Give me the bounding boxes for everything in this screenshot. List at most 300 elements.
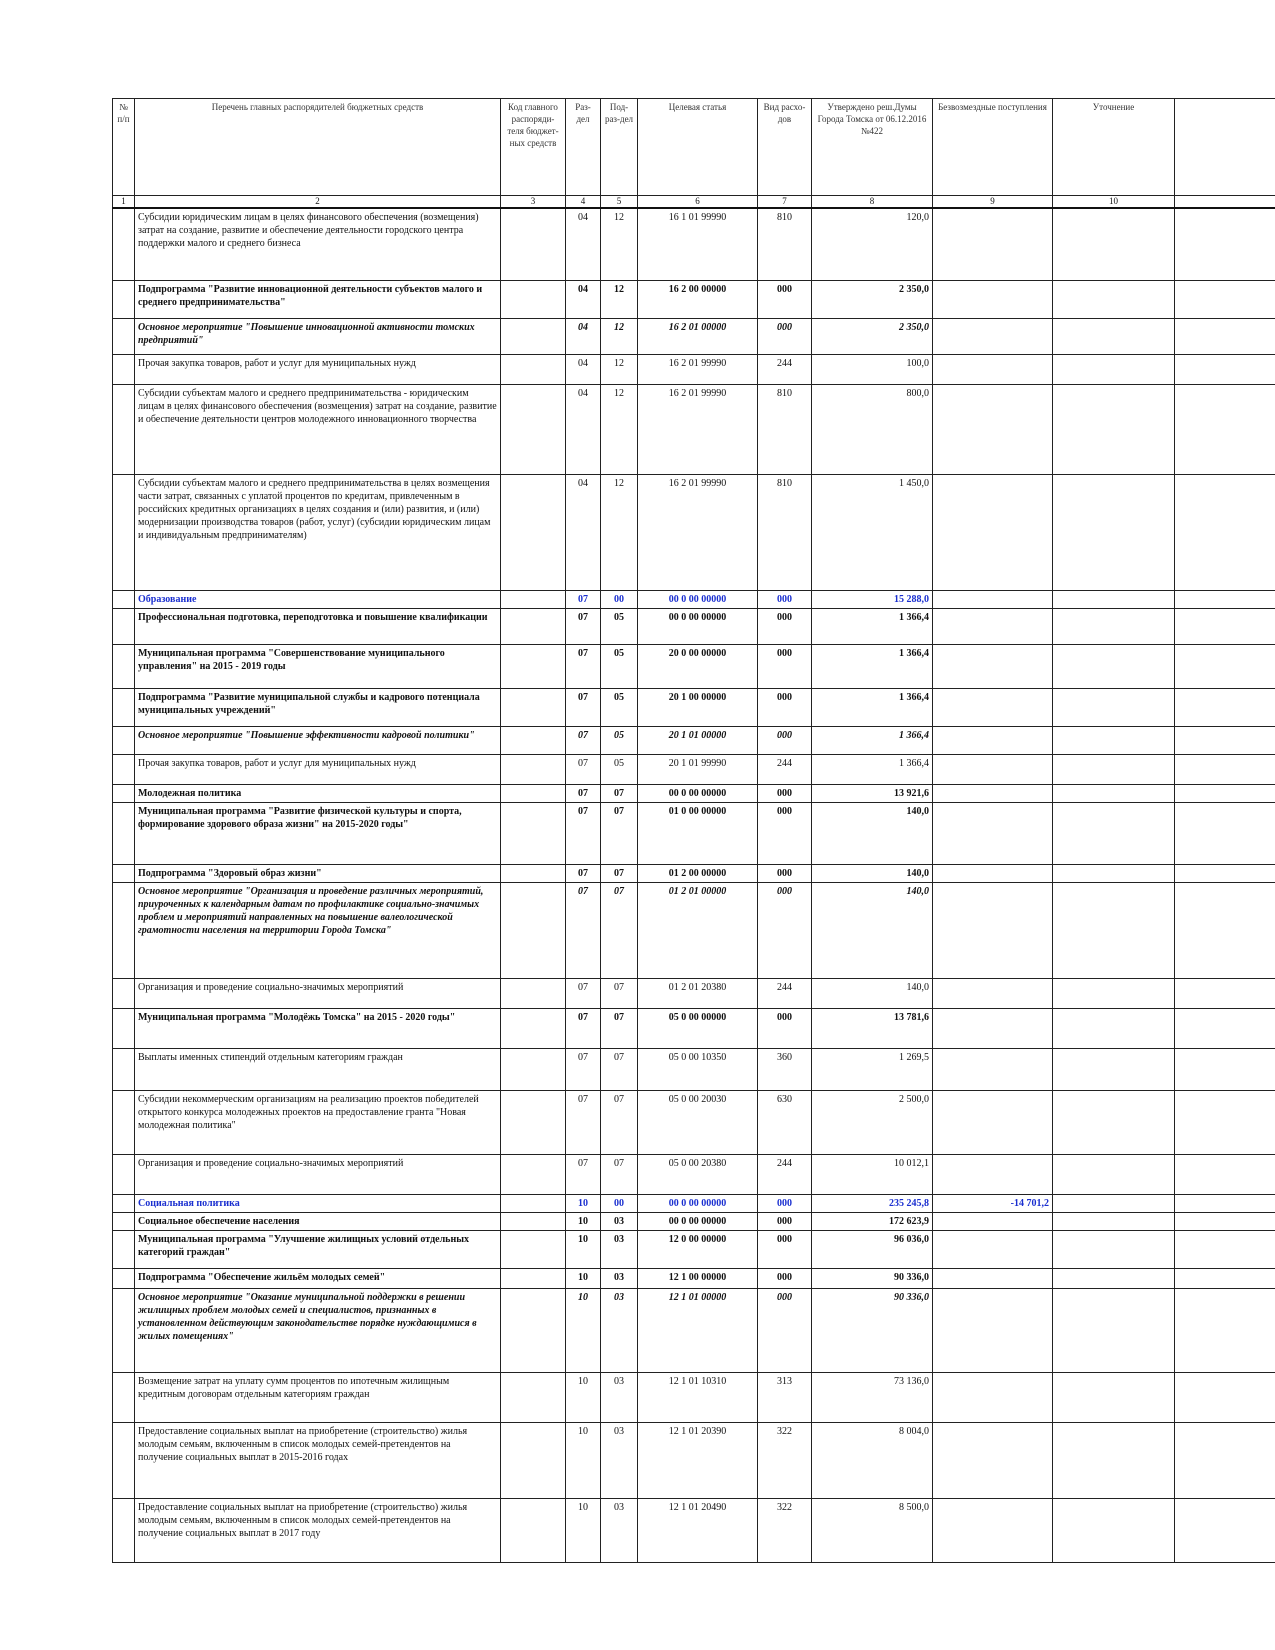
cell-grbs bbox=[501, 864, 566, 882]
table-row bbox=[113, 1498, 1275, 1562]
cell-grbs bbox=[501, 784, 566, 802]
cell-num bbox=[113, 1422, 135, 1498]
cell-amount: 140,0 bbox=[812, 864, 933, 882]
cell-amount: 73 136,0 bbox=[812, 1372, 933, 1422]
cell-cs: 12 1 00 00000 bbox=[638, 1268, 758, 1288]
table-row bbox=[113, 280, 1275, 318]
cell-bezv bbox=[933, 608, 1053, 644]
cell-amount: 15 288,0 bbox=[812, 590, 933, 608]
cell-vr: 810 bbox=[758, 208, 812, 280]
cell-bezv bbox=[933, 590, 1053, 608]
cell-cs: 00 0 00 00000 bbox=[638, 784, 758, 802]
cell-extra bbox=[1175, 644, 1275, 688]
cell-amount: 13 921,6 bbox=[812, 784, 933, 802]
col-number: 5 bbox=[601, 196, 638, 209]
table-row bbox=[113, 1212, 1275, 1230]
cell-grbs bbox=[501, 474, 566, 590]
cell-grbs bbox=[501, 1422, 566, 1498]
cell-grbs bbox=[501, 1008, 566, 1048]
budget-table bbox=[112, 98, 1275, 1563]
cell-utoch bbox=[1053, 1230, 1175, 1268]
cell-num bbox=[113, 474, 135, 590]
cell-cs: 20 1 00 00000 bbox=[638, 688, 758, 726]
cell-podrazdel: 03 bbox=[601, 1498, 638, 1562]
cell-num bbox=[113, 1498, 135, 1562]
cell-razdel: 07 bbox=[566, 882, 601, 978]
cell-cs: 00 0 00 00000 bbox=[638, 1194, 758, 1212]
cell-cs: 01 0 00 00000 bbox=[638, 802, 758, 864]
cell-razdel: 07 bbox=[566, 608, 601, 644]
cell-podrazdel: 07 bbox=[601, 784, 638, 802]
cell-grbs bbox=[501, 1498, 566, 1562]
cell-extra bbox=[1175, 280, 1275, 318]
cell-name: Подпрограмма "Здоровый образ жизни" bbox=[135, 864, 501, 882]
cell-grbs bbox=[501, 1268, 566, 1288]
cell-podrazdel: 03 bbox=[601, 1288, 638, 1372]
cell-bezv bbox=[933, 354, 1053, 384]
cell-utoch bbox=[1053, 726, 1175, 754]
cell-podrazdel: 07 bbox=[601, 1008, 638, 1048]
cell-name: Профессиональная подготовка, переподготовка и повышение квалификации bbox=[135, 608, 501, 644]
cell-extra bbox=[1175, 608, 1275, 644]
cell-amount: 90 336,0 bbox=[812, 1288, 933, 1372]
cell-bezv bbox=[933, 384, 1053, 474]
cell-amount: 120,0 bbox=[812, 208, 933, 280]
cell-amount: 100,0 bbox=[812, 354, 933, 384]
cell-amount: 8 500,0 bbox=[812, 1498, 933, 1562]
cell-name: Основное мероприятие "Оказание муниципальной поддержки в решении жилищных проблем молодых семей и специалистов, признанных в установленном действующим законодательстве порядке нуждающимися в жилых помещениях" bbox=[135, 1288, 501, 1372]
cell-razdel: 04 bbox=[566, 318, 601, 354]
cell-extra bbox=[1175, 864, 1275, 882]
cell-utoch bbox=[1053, 802, 1175, 864]
cell-num bbox=[113, 1154, 135, 1194]
cell-razdel: 10 bbox=[566, 1194, 601, 1212]
cell-razdel: 04 bbox=[566, 474, 601, 590]
cell-bezv bbox=[933, 1212, 1053, 1230]
cell-bezv bbox=[933, 208, 1053, 280]
cell-bezv bbox=[933, 474, 1053, 590]
cell-utoch bbox=[1053, 590, 1175, 608]
cell-num bbox=[113, 1048, 135, 1090]
cell-cs: 00 0 00 00000 bbox=[638, 1212, 758, 1230]
cell-vr: 000 bbox=[758, 280, 812, 318]
cell-name: Муниципальная программа "Совершенствование муниципального управления" на 2015 - 2019 годы bbox=[135, 644, 501, 688]
cell-name: Организация и проведение социально-значимых мероприятий bbox=[135, 1154, 501, 1194]
table-body bbox=[113, 208, 1275, 1562]
table-row bbox=[113, 754, 1275, 784]
cell-podrazdel: 07 bbox=[601, 864, 638, 882]
cell-bezv bbox=[933, 1008, 1053, 1048]
cell-num bbox=[113, 608, 135, 644]
cell-vr: 810 bbox=[758, 474, 812, 590]
cell-name: Подпрограмма "Развитие муниципальной службы и кадрового потенциала муниципальных учреждений" bbox=[135, 688, 501, 726]
col-header-num: № п/п bbox=[113, 99, 135, 196]
cell-cs: 12 0 00 00000 bbox=[638, 1230, 758, 1268]
cell-podrazdel: 07 bbox=[601, 1154, 638, 1194]
cell-num bbox=[113, 726, 135, 754]
col-header-utoch: Уточнение bbox=[1053, 99, 1175, 196]
cell-bezv bbox=[933, 726, 1053, 754]
table-row bbox=[113, 644, 1275, 688]
col-number: 6 bbox=[638, 196, 758, 209]
cell-utoch bbox=[1053, 1090, 1175, 1154]
cell-bezv bbox=[933, 1090, 1053, 1154]
table-row bbox=[113, 1008, 1275, 1048]
cell-utoch bbox=[1053, 1194, 1175, 1212]
cell-num bbox=[113, 864, 135, 882]
cell-cs: 16 1 01 99990 bbox=[638, 208, 758, 280]
cell-cs: 01 2 01 00000 bbox=[638, 882, 758, 978]
cell-vr: 000 bbox=[758, 688, 812, 726]
cell-utoch bbox=[1053, 1008, 1175, 1048]
cell-name: Прочая закупка товаров, работ и услуг для муниципальных нужд bbox=[135, 354, 501, 384]
cell-vr: 313 bbox=[758, 1372, 812, 1422]
cell-razdel: 04 bbox=[566, 280, 601, 318]
cell-cs: 12 1 01 10310 bbox=[638, 1372, 758, 1422]
cell-grbs bbox=[501, 1288, 566, 1372]
cell-extra bbox=[1175, 208, 1275, 280]
col-number: 2 bbox=[135, 196, 501, 209]
cell-razdel: 07 bbox=[566, 1090, 601, 1154]
cell-cs: 01 2 01 20380 bbox=[638, 978, 758, 1008]
cell-vr: 244 bbox=[758, 1154, 812, 1194]
cell-podrazdel: 03 bbox=[601, 1268, 638, 1288]
cell-cs: 20 1 01 00000 bbox=[638, 726, 758, 754]
cell-razdel: 10 bbox=[566, 1212, 601, 1230]
cell-grbs bbox=[501, 644, 566, 688]
cell-name: Молодежная политика bbox=[135, 784, 501, 802]
cell-num bbox=[113, 384, 135, 474]
col-header-bezv: Безвозмездные поступления bbox=[933, 99, 1053, 196]
cell-extra bbox=[1175, 318, 1275, 354]
cell-name: Организация и проведение социально-значимых мероприятий bbox=[135, 978, 501, 1008]
cell-name: Основное мероприятие "Повышение эффективности кадровой политики" bbox=[135, 726, 501, 754]
cell-amount: 172 623,9 bbox=[812, 1212, 933, 1230]
cell-vr: 000 bbox=[758, 608, 812, 644]
cell-amount: 140,0 bbox=[812, 882, 933, 978]
cell-bezv: -14 701,2 bbox=[933, 1194, 1053, 1212]
cell-vr: 244 bbox=[758, 354, 812, 384]
cell-utoch bbox=[1053, 384, 1175, 474]
cell-vr: 244 bbox=[758, 754, 812, 784]
cell-extra bbox=[1175, 1194, 1275, 1212]
cell-razdel: 04 bbox=[566, 208, 601, 280]
cell-podrazdel: 07 bbox=[601, 1048, 638, 1090]
header-row bbox=[113, 99, 1275, 196]
cell-name: Субсидии некоммерческим организациям на реализацию проектов победителей открытого конкурса молодежных проектов на предоставление гранта "Новая молодежная политика" bbox=[135, 1090, 501, 1154]
table-row bbox=[113, 474, 1275, 590]
cell-cs: 12 1 01 20490 bbox=[638, 1498, 758, 1562]
cell-grbs bbox=[501, 590, 566, 608]
table-row bbox=[113, 688, 1275, 726]
cell-name: Подпрограмма "Развитие инновационной деятельности субъектов малого и среднего предпринимательства" bbox=[135, 280, 501, 318]
cell-utoch bbox=[1053, 1154, 1175, 1194]
cell-num bbox=[113, 978, 135, 1008]
cell-utoch bbox=[1053, 688, 1175, 726]
cell-name: Субсидии субъектам малого и среднего предпринимательства - юридическим лицам в целях финансового обеспечения (возмещения) затрат на создание, развитие и обеспечение деятельности центров молодежного инновационного творчества bbox=[135, 384, 501, 474]
col-header-extra bbox=[1175, 99, 1275, 196]
cell-amount: 140,0 bbox=[812, 978, 933, 1008]
cell-utoch bbox=[1053, 608, 1175, 644]
table-row bbox=[113, 1048, 1275, 1090]
cell-amount: 13 781,6 bbox=[812, 1008, 933, 1048]
cell-utoch bbox=[1053, 978, 1175, 1008]
cell-num bbox=[113, 882, 135, 978]
cell-bezv bbox=[933, 1154, 1053, 1194]
cell-num bbox=[113, 754, 135, 784]
cell-name: Основное мероприятие "Повышение инновационной активности томских предприятий" bbox=[135, 318, 501, 354]
cell-cs: 05 0 00 20030 bbox=[638, 1090, 758, 1154]
cell-extra bbox=[1175, 882, 1275, 978]
cell-num bbox=[113, 318, 135, 354]
cell-vr: 000 bbox=[758, 726, 812, 754]
cell-grbs bbox=[501, 280, 566, 318]
cell-extra bbox=[1175, 1372, 1275, 1422]
cell-grbs bbox=[501, 802, 566, 864]
cell-utoch bbox=[1053, 1268, 1175, 1288]
cell-podrazdel: 05 bbox=[601, 608, 638, 644]
cell-num bbox=[113, 1090, 135, 1154]
cell-grbs bbox=[501, 1090, 566, 1154]
cell-grbs bbox=[501, 1194, 566, 1212]
cell-name: Субсидии субъектам малого и среднего предпринимательства в целях возмещения части затрат, связанных с уплатой процентов по кредитам, привлеченным в российских кредитных организациях в целях создания и (или) развития, и (или) модернизации производства товаров (работ, услуг) (субсидии юридическим лицам и индивидуальным предпринимателям) bbox=[135, 474, 501, 590]
table-row bbox=[113, 1230, 1275, 1268]
cell-cs: 05 0 00 10350 bbox=[638, 1048, 758, 1090]
cell-extra bbox=[1175, 1090, 1275, 1154]
cell-cs: 20 0 00 00000 bbox=[638, 644, 758, 688]
cell-amount: 10 012,1 bbox=[812, 1154, 933, 1194]
cell-podrazdel: 03 bbox=[601, 1422, 638, 1498]
cell-extra bbox=[1175, 802, 1275, 864]
cell-podrazdel: 07 bbox=[601, 802, 638, 864]
cell-amount: 1 269,5 bbox=[812, 1048, 933, 1090]
cell-num bbox=[113, 1194, 135, 1212]
cell-vr: 000 bbox=[758, 1268, 812, 1288]
cell-name: Основное мероприятие "Организация и проведение различных мероприятий, приуроченных к календарным датам по профилактике социально-значимых проблем и мероприятий направленных на повышение валеологической грамотности населения на территории Города Томска" bbox=[135, 882, 501, 978]
cell-razdel: 07 bbox=[566, 1008, 601, 1048]
cell-razdel: 07 bbox=[566, 754, 601, 784]
cell-cs: 05 0 00 00000 bbox=[638, 1008, 758, 1048]
cell-grbs bbox=[501, 608, 566, 644]
cell-razdel: 07 bbox=[566, 1048, 601, 1090]
cell-utoch bbox=[1053, 1212, 1175, 1230]
cell-num bbox=[113, 280, 135, 318]
cell-amount: 2 350,0 bbox=[812, 318, 933, 354]
cell-cs: 05 0 00 20380 bbox=[638, 1154, 758, 1194]
cell-amount: 1 366,4 bbox=[812, 688, 933, 726]
cell-cs: 00 0 00 00000 bbox=[638, 590, 758, 608]
cell-razdel: 07 bbox=[566, 864, 601, 882]
cell-name: Муниципальная программа "Улучшение жилищных условий отдельных категорий граждан" bbox=[135, 1230, 501, 1268]
cell-bezv bbox=[933, 1288, 1053, 1372]
table-row bbox=[113, 318, 1275, 354]
cell-num bbox=[113, 644, 135, 688]
cell-extra bbox=[1175, 590, 1275, 608]
col-header-razdel: Раз-дел bbox=[566, 99, 601, 196]
cell-name: Подпрограмма "Обеспечение жильём молодых семей" bbox=[135, 1268, 501, 1288]
cell-cs: 00 0 00 00000 bbox=[638, 608, 758, 644]
cell-name: Субсидии юридическим лицам в целях финансового обеспечения (возмещения) затрат на создание, развитие и обеспечение деятельности городского центра поддержки малого и среднего бизнеса bbox=[135, 208, 501, 280]
cell-podrazdel: 05 bbox=[601, 754, 638, 784]
table-row bbox=[113, 1288, 1275, 1372]
cell-utoch bbox=[1053, 280, 1175, 318]
col-header-cs: Целевая статья bbox=[638, 99, 758, 196]
cell-bezv bbox=[933, 882, 1053, 978]
cell-utoch bbox=[1053, 1372, 1175, 1422]
cell-extra bbox=[1175, 1212, 1275, 1230]
cell-bezv bbox=[933, 1372, 1053, 1422]
table-row bbox=[113, 882, 1275, 978]
cell-num bbox=[113, 1372, 135, 1422]
cell-podrazdel: 05 bbox=[601, 688, 638, 726]
cell-vr: 000 bbox=[758, 1212, 812, 1230]
cell-utoch bbox=[1053, 354, 1175, 384]
cell-grbs bbox=[501, 384, 566, 474]
cell-razdel: 10 bbox=[566, 1288, 601, 1372]
table-row bbox=[113, 864, 1275, 882]
cell-podrazdel: 12 bbox=[601, 208, 638, 280]
cell-podrazdel: 00 bbox=[601, 1194, 638, 1212]
cell-extra bbox=[1175, 1008, 1275, 1048]
cell-razdel: 04 bbox=[566, 384, 601, 474]
cell-extra bbox=[1175, 384, 1275, 474]
cell-vr: 244 bbox=[758, 978, 812, 1008]
column-numbers-row bbox=[113, 196, 1275, 209]
cell-extra bbox=[1175, 474, 1275, 590]
cell-podrazdel: 12 bbox=[601, 354, 638, 384]
cell-utoch bbox=[1053, 1422, 1175, 1498]
cell-razdel: 10 bbox=[566, 1268, 601, 1288]
cell-amount: 1 366,4 bbox=[812, 726, 933, 754]
cell-vr: 810 bbox=[758, 384, 812, 474]
cell-vr: 000 bbox=[758, 1288, 812, 1372]
cell-razdel: 10 bbox=[566, 1498, 601, 1562]
col-number: 4 bbox=[566, 196, 601, 209]
col-header-podrazdel: Под-раз-дел bbox=[601, 99, 638, 196]
cell-cs: 12 1 01 00000 bbox=[638, 1288, 758, 1372]
cell-extra bbox=[1175, 754, 1275, 784]
cell-bezv bbox=[933, 688, 1053, 726]
cell-num bbox=[113, 688, 135, 726]
cell-razdel: 07 bbox=[566, 802, 601, 864]
cell-amount: 2 350,0 bbox=[812, 280, 933, 318]
cell-podrazdel: 03 bbox=[601, 1212, 638, 1230]
cell-grbs bbox=[501, 1154, 566, 1194]
cell-bezv bbox=[933, 644, 1053, 688]
cell-name: Выплаты именных стипендий отдельным категориям граждан bbox=[135, 1048, 501, 1090]
table-row bbox=[113, 384, 1275, 474]
col-number: 10 bbox=[1053, 196, 1175, 209]
table-row bbox=[113, 354, 1275, 384]
cell-amount: 800,0 bbox=[812, 384, 933, 474]
cell-cs: 16 2 01 99990 bbox=[638, 384, 758, 474]
cell-extra bbox=[1175, 1154, 1275, 1194]
table-row bbox=[113, 608, 1275, 644]
cell-num bbox=[113, 590, 135, 608]
cell-vr: 000 bbox=[758, 784, 812, 802]
table-row bbox=[113, 208, 1275, 280]
cell-razdel: 07 bbox=[566, 688, 601, 726]
cell-extra bbox=[1175, 1422, 1275, 1498]
cell-num bbox=[113, 1230, 135, 1268]
cell-vr: 000 bbox=[758, 802, 812, 864]
col-header-vr: Вид расхо-дов bbox=[758, 99, 812, 196]
cell-name: Прочая закупка товаров, работ и услуг для муниципальных нужд bbox=[135, 754, 501, 784]
cell-utoch bbox=[1053, 1288, 1175, 1372]
cell-utoch bbox=[1053, 644, 1175, 688]
cell-extra bbox=[1175, 1230, 1275, 1268]
cell-cs: 12 1 01 20390 bbox=[638, 1422, 758, 1498]
cell-bezv bbox=[933, 1498, 1053, 1562]
cell-bezv bbox=[933, 1048, 1053, 1090]
cell-name: Предоставление социальных выплат на приобретение (строительство) жилья молодым семьям, включенным в список молодых семей-претендентов на получение социальных выплат в 2017 году bbox=[135, 1498, 501, 1562]
cell-razdel: 07 bbox=[566, 1154, 601, 1194]
cell-extra bbox=[1175, 1288, 1275, 1372]
cell-extra bbox=[1175, 1048, 1275, 1090]
cell-podrazdel: 12 bbox=[601, 384, 638, 474]
cell-extra bbox=[1175, 726, 1275, 754]
cell-podrazdel: 05 bbox=[601, 726, 638, 754]
col-header-amount: Утверждено реш.Думы Города Томска от 06.12.2016 №422 bbox=[812, 99, 933, 196]
cell-num bbox=[113, 208, 135, 280]
cell-grbs bbox=[501, 978, 566, 1008]
cell-podrazdel: 07 bbox=[601, 1090, 638, 1154]
cell-podrazdel: 12 bbox=[601, 280, 638, 318]
cell-grbs bbox=[501, 1372, 566, 1422]
cell-bezv bbox=[933, 1268, 1053, 1288]
cell-vr: 000 bbox=[758, 1230, 812, 1268]
cell-grbs bbox=[501, 208, 566, 280]
cell-amount: 96 036,0 bbox=[812, 1230, 933, 1268]
cell-razdel: 07 bbox=[566, 726, 601, 754]
cell-utoch bbox=[1053, 882, 1175, 978]
cell-grbs bbox=[501, 726, 566, 754]
cell-razdel: 07 bbox=[566, 978, 601, 1008]
cell-razdel: 07 bbox=[566, 784, 601, 802]
cell-amount: 1 366,4 bbox=[812, 608, 933, 644]
cell-extra bbox=[1175, 978, 1275, 1008]
cell-bezv bbox=[933, 1230, 1053, 1268]
cell-vr: 000 bbox=[758, 1194, 812, 1212]
cell-cs: 16 2 01 99990 bbox=[638, 354, 758, 384]
cell-utoch bbox=[1053, 864, 1175, 882]
cell-vr: 322 bbox=[758, 1422, 812, 1498]
cell-num bbox=[113, 1212, 135, 1230]
cell-utoch bbox=[1053, 208, 1175, 280]
cell-razdel: 04 bbox=[566, 354, 601, 384]
table-row bbox=[113, 802, 1275, 864]
cell-cs: 16 2 01 99990 bbox=[638, 474, 758, 590]
cell-name: Образование bbox=[135, 590, 501, 608]
cell-amount: 1 450,0 bbox=[812, 474, 933, 590]
cell-razdel: 10 bbox=[566, 1372, 601, 1422]
col-number: 1 bbox=[113, 196, 135, 209]
cell-cs: 16 2 01 00000 bbox=[638, 318, 758, 354]
cell-podrazdel: 07 bbox=[601, 978, 638, 1008]
cell-amount: 140,0 bbox=[812, 802, 933, 864]
table-row bbox=[113, 978, 1275, 1008]
col-number: 8 bbox=[812, 196, 933, 209]
cell-podrazdel: 03 bbox=[601, 1230, 638, 1268]
cell-bezv bbox=[933, 802, 1053, 864]
cell-num bbox=[113, 1268, 135, 1288]
table-row bbox=[113, 590, 1275, 608]
table-row bbox=[113, 1194, 1275, 1212]
cell-grbs bbox=[501, 318, 566, 354]
col-number: 7 bbox=[758, 196, 812, 209]
cell-podrazdel: 03 bbox=[601, 1372, 638, 1422]
cell-podrazdel: 12 bbox=[601, 318, 638, 354]
